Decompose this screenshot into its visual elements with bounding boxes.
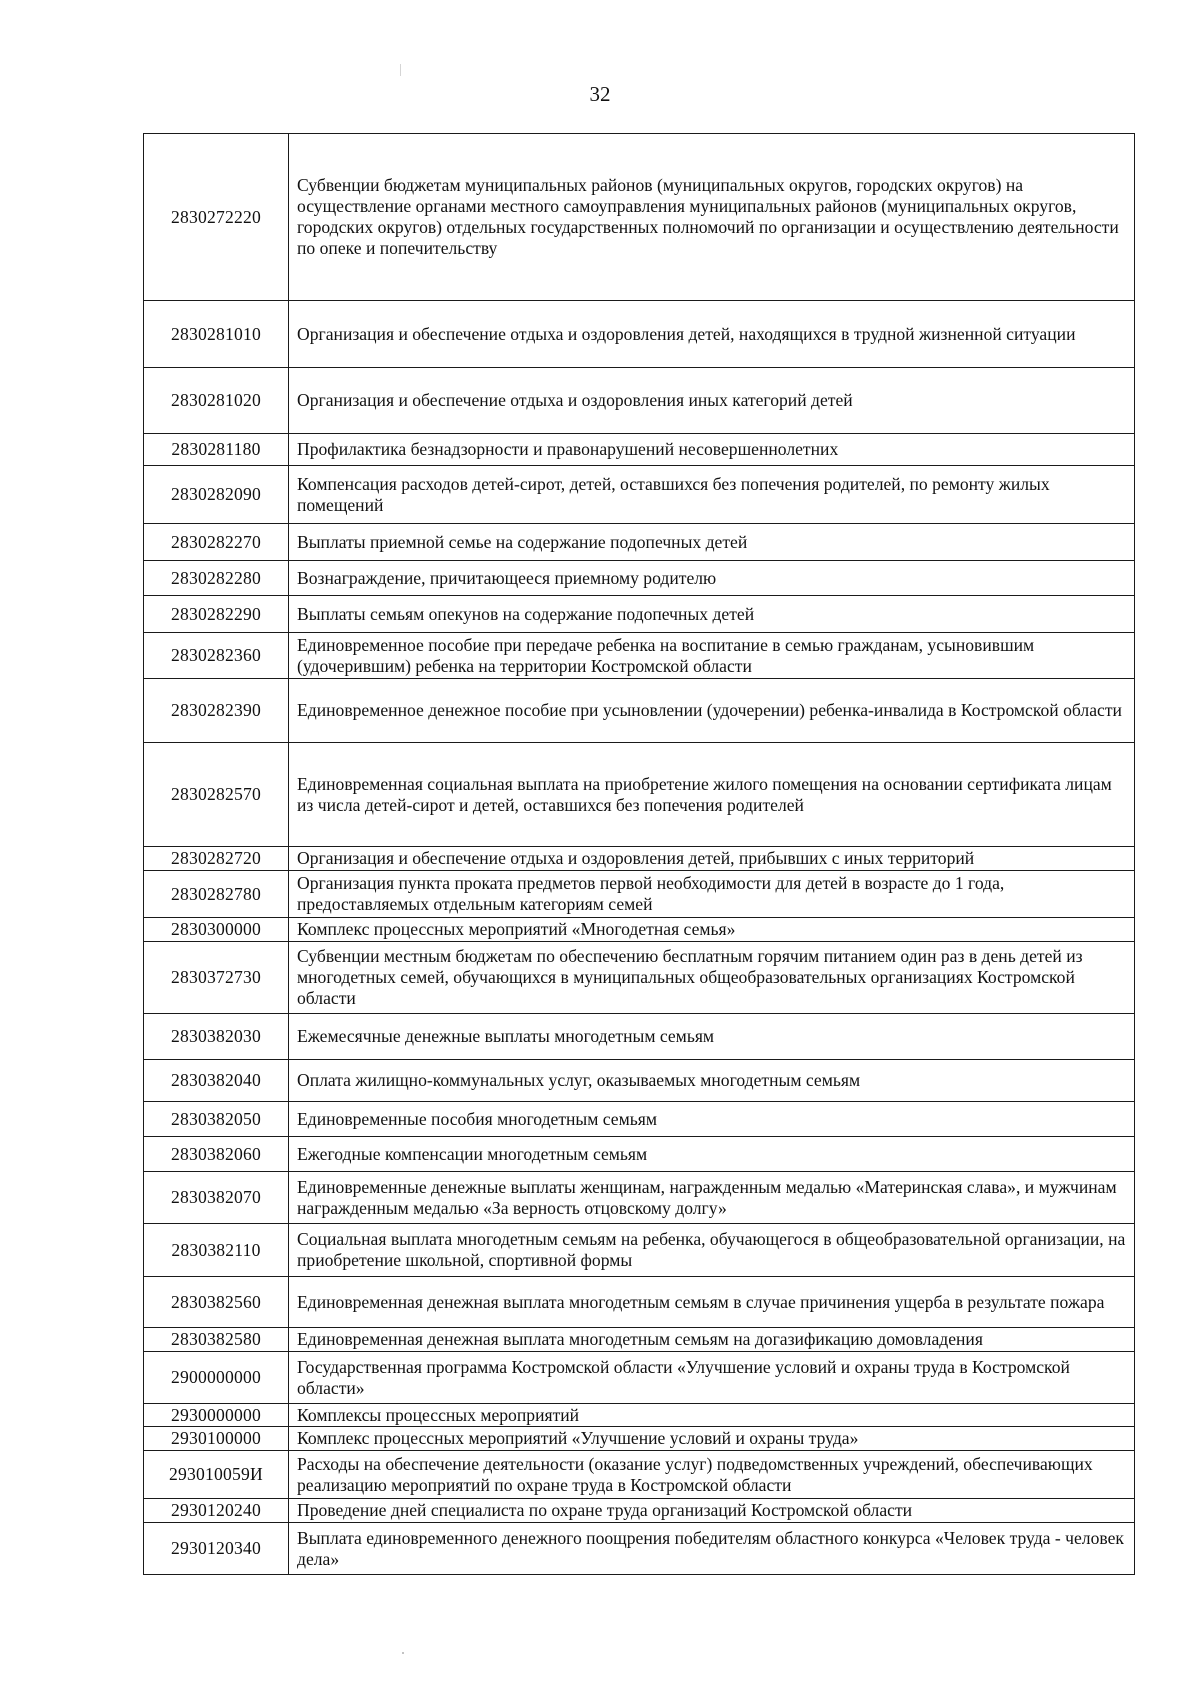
table-row — [144, 434, 1135, 466]
description-cell: Единовременное пособие при передаче ребенка на воспитание в семью гражданам, усыновившим (удочерившим) ребенка на территории Костромской области — [289, 633, 1135, 679]
table-row — [144, 942, 1135, 1014]
code-cell: 2830372730 — [144, 942, 289, 1014]
description-cell: Оплата жилищно-коммунальных услуг, оказываемых многодетным семьям — [289, 1060, 1135, 1102]
code-cell: 2830281020 — [144, 368, 289, 434]
description-cell: Компенсация расходов детей-сирот, детей, оставшихся без попечения родителей, по ремонту жилых помещений — [289, 466, 1135, 524]
table-row — [144, 466, 1135, 524]
scan-mark — [402, 1652, 404, 1654]
code-cell: 2830382110 — [144, 1224, 289, 1277]
table-row — [144, 1328, 1135, 1352]
code-cell: 2830282780 — [144, 871, 289, 918]
description-cell: Единовременные пособия многодетным семьям — [289, 1102, 1135, 1137]
table-row — [144, 1014, 1135, 1060]
code-cell: 2830282090 — [144, 466, 289, 524]
code-cell: 2830282390 — [144, 679, 289, 743]
description-cell: Единовременная денежная выплата многодетным семьям в случае причинения ущерба в результате пожара — [289, 1277, 1135, 1328]
table-row — [144, 1451, 1135, 1499]
description-cell: Субвенции местным бюджетам по обеспечению бесплатным горячим питанием один раз в день детей из многодетных семей, обучающихся в муниципальных общеобразовательных организациях Костромской области — [289, 942, 1135, 1014]
code-cell: 2830282280 — [144, 561, 289, 596]
description-cell: Организация и обеспечение отдыха и оздоровления иных категорий детей — [289, 368, 1135, 434]
table-row — [144, 633, 1135, 679]
code-cell: 2930120240 — [144, 1499, 289, 1523]
code-cell: 2830282270 — [144, 524, 289, 561]
code-cell: 2830382030 — [144, 1014, 289, 1060]
code-cell: 293010059И — [144, 1451, 289, 1499]
description-cell: Единовременная денежная выплата многодетным семьям на догазификацию домовладения — [289, 1328, 1135, 1352]
description-cell: Комплекс процессных мероприятий «Многодетная семья» — [289, 918, 1135, 942]
code-cell: 2930100000 — [144, 1427, 289, 1451]
description-cell: Ежегодные компенсации многодетным семьям — [289, 1137, 1135, 1172]
table-row — [144, 1277, 1135, 1328]
description-cell: Организация и обеспечение отдыха и оздоровления детей, прибывших с иных территорий — [289, 847, 1135, 871]
table-row — [144, 368, 1135, 434]
code-cell: 2830300000 — [144, 918, 289, 942]
code-cell: 2830282570 — [144, 743, 289, 847]
code-cell: 2830281010 — [144, 301, 289, 368]
table-row — [144, 679, 1135, 743]
table-row — [144, 1404, 1135, 1427]
table-row — [144, 1224, 1135, 1277]
description-cell: Социальная выплата многодетным семьям на ребенка, обучающегося в общеобразовательной организации, на приобретение школьной, спортивной формы — [289, 1224, 1135, 1277]
table-row — [144, 134, 1135, 301]
table-row — [144, 1427, 1135, 1451]
table-row — [144, 596, 1135, 633]
code-cell: 2830382070 — [144, 1172, 289, 1224]
description-cell: Единовременные денежные выплаты женщинам, награжденным медалью «Материнская слава», и мужчинам награжденным медалью «За верность отцовскому долгу» — [289, 1172, 1135, 1224]
table-row — [144, 1137, 1135, 1172]
code-cell: 2830382050 — [144, 1102, 289, 1137]
scan-mark — [400, 64, 401, 76]
description-cell: Выплаты семьям опекунов на содержание подопечных детей — [289, 596, 1135, 633]
table-row — [144, 1060, 1135, 1102]
code-cell: 2830382040 — [144, 1060, 289, 1102]
table-row — [144, 847, 1135, 871]
table-row — [144, 1172, 1135, 1224]
code-cell: 2930000000 — [144, 1404, 289, 1427]
description-cell: Единовременная социальная выплата на приобретение жилого помещения на основании сертификата лицам из числа детей-сирот и детей, оставшихся без попечения родителей — [289, 743, 1135, 847]
code-cell: 2830382560 — [144, 1277, 289, 1328]
description-cell: Организация пункта проката предметов первой необходимости для детей в возрасте до 1 года, предоставляемых отдельным категориям семей — [289, 871, 1135, 918]
table-row — [144, 743, 1135, 847]
code-cell: 2930120340 — [144, 1523, 289, 1575]
description-cell: Единовременное денежное пособие при усыновлении (удочерении) ребенка-инвалида в Костромской области — [289, 679, 1135, 743]
table-row — [144, 871, 1135, 918]
description-cell: Ежемесячные денежные выплаты многодетным семьям — [289, 1014, 1135, 1060]
description-cell: Комплексы процессных мероприятий — [289, 1404, 1135, 1427]
code-cell: 2830282720 — [144, 847, 289, 871]
code-cell: 2830272220 — [144, 134, 289, 301]
table-row — [144, 1499, 1135, 1523]
budget-classification-table — [143, 133, 1135, 1575]
code-cell: 2830382580 — [144, 1328, 289, 1352]
code-cell: 2830282360 — [144, 633, 289, 679]
description-cell: Профилактика безнадзорности и правонарушений несовершеннолетних — [289, 434, 1135, 466]
description-cell: Проведение дней специалиста по охране труда организаций Костромской области — [289, 1499, 1135, 1523]
table-row — [144, 561, 1135, 596]
description-cell: Выплаты приемной семье на содержание подопечных детей — [289, 524, 1135, 561]
code-cell: 2830282290 — [144, 596, 289, 633]
description-cell: Государственная программа Костромской области «Улучшение условий и охраны труда в Костромской области» — [289, 1352, 1135, 1404]
table-row — [144, 918, 1135, 942]
code-cell: 2830281180 — [144, 434, 289, 466]
description-cell: Организация и обеспечение отдыха и оздоровления детей, находящихся в трудной жизненной ситуации — [289, 301, 1135, 368]
code-cell: 2900000000 — [144, 1352, 289, 1404]
description-cell: Выплата единовременного денежного поощрения победителям областного конкурса «Человек труда - человек дела» — [289, 1523, 1135, 1575]
description-cell: Вознаграждение, причитающееся приемному родителю — [289, 561, 1135, 596]
page-number: 32 — [589, 82, 611, 106]
description-cell: Субвенции бюджетам муниципальных районов (муниципальных округов, городских округов) на осуществление органами местного самоуправления муниципальных районов (муниципальных округов, городских округов) отдельных государственных полномочий по организации и осуществлению деятельности по опеке и попечительству — [289, 134, 1135, 301]
table-row — [144, 524, 1135, 561]
table-row — [144, 1352, 1135, 1404]
table-row — [144, 1102, 1135, 1137]
description-cell: Расходы на обеспечение деятельности (оказание услуг) подведомственных учреждений, обеспечивающих реализацию мероприятий по охране труда в Костромской области — [289, 1451, 1135, 1499]
table-row — [144, 1523, 1135, 1575]
table-row — [144, 301, 1135, 368]
description-cell: Комплекс процессных мероприятий «Улучшение условий и охраны труда» — [289, 1427, 1135, 1451]
code-cell: 2830382060 — [144, 1137, 289, 1172]
